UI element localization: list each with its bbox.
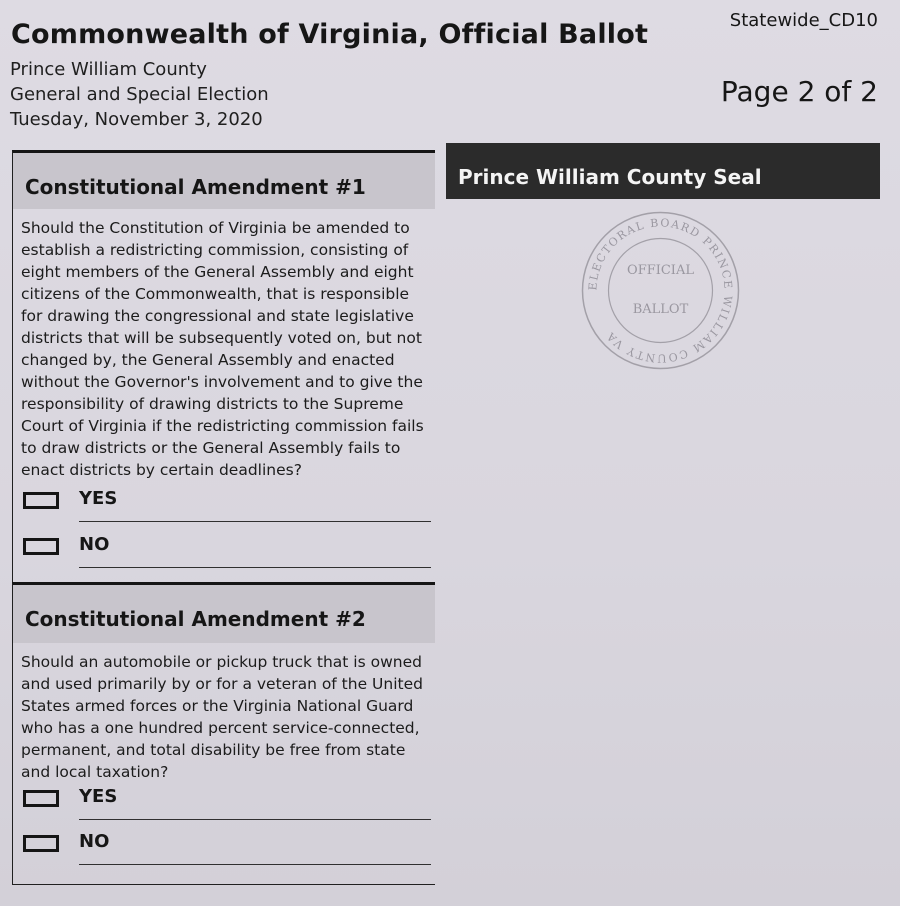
vote-oval[interactable] [23,835,59,852]
contest-amendment-2 [12,582,435,885]
election-name: General and Special Election [10,84,269,105]
seal-ring-text: ELECTORAL BOARD PRINCE WILLIAM COUNTY VA [586,216,735,365]
seal-ballot-text: BALLOT [632,302,689,317]
choice-divider [79,567,431,568]
choice-no[interactable] [21,825,431,865]
contest-question: Should an automobile or pickup truck that is owned and used primarily by or for a veteran of the United States armed forces or the Virginia National Guard who has a one hundred percent service-connected, permanent, and total disability be free from state and local taxation? [21,653,423,781]
choice-label: NO [79,831,110,852]
choice-label: NO [79,534,110,555]
seal-heading: Prince William County Seal [446,143,880,199]
ballot-title: Commonwealth of Virginia, Official Ballot [11,19,649,50]
choice-no[interactable] [21,528,431,568]
choice-label: YES [79,488,118,509]
vote-oval[interactable] [23,538,59,555]
choice-divider [79,864,431,865]
choice-divider [79,819,431,820]
vote-oval[interactable] [23,790,59,807]
ballot-style-id: Statewide_CD10 [729,10,878,31]
choice-yes[interactable] [21,780,431,820]
seal-official-text: OFFICIAL [627,263,694,278]
contest-title: Constitutional Amendment #1 [13,153,435,209]
page-number: Page 2 of 2 [720,75,878,108]
contest-amendment-1 [12,150,435,585]
contest-question: Should the Constitution of Virginia be amended to establish a redistricting commission, consisting of eight members of the General Assembly and eight citizens of the Commonwealth, that is responsible for drawing the congressional and state legislative districts that will be subsequently voted on, but not changed by, the General Assembly and enacted without the Governor's involvement and to give the responsibility of drawing districts to the Supreme Court of Virginia if the redistricting commission fails to draw districts or the General Assembly fails to enact districts by certain deadlines? [21,219,424,479]
election-date: Tuesday, November 3, 2020 [10,109,263,130]
choice-divider [79,521,431,522]
vote-oval[interactable] [23,492,59,509]
choice-label: YES [79,786,118,807]
choice-yes[interactable] [21,482,431,522]
county-name: Prince William County [10,59,207,80]
county-seal-stamp [578,208,743,373]
contest-title: Constitutional Amendment #2 [13,585,435,643]
